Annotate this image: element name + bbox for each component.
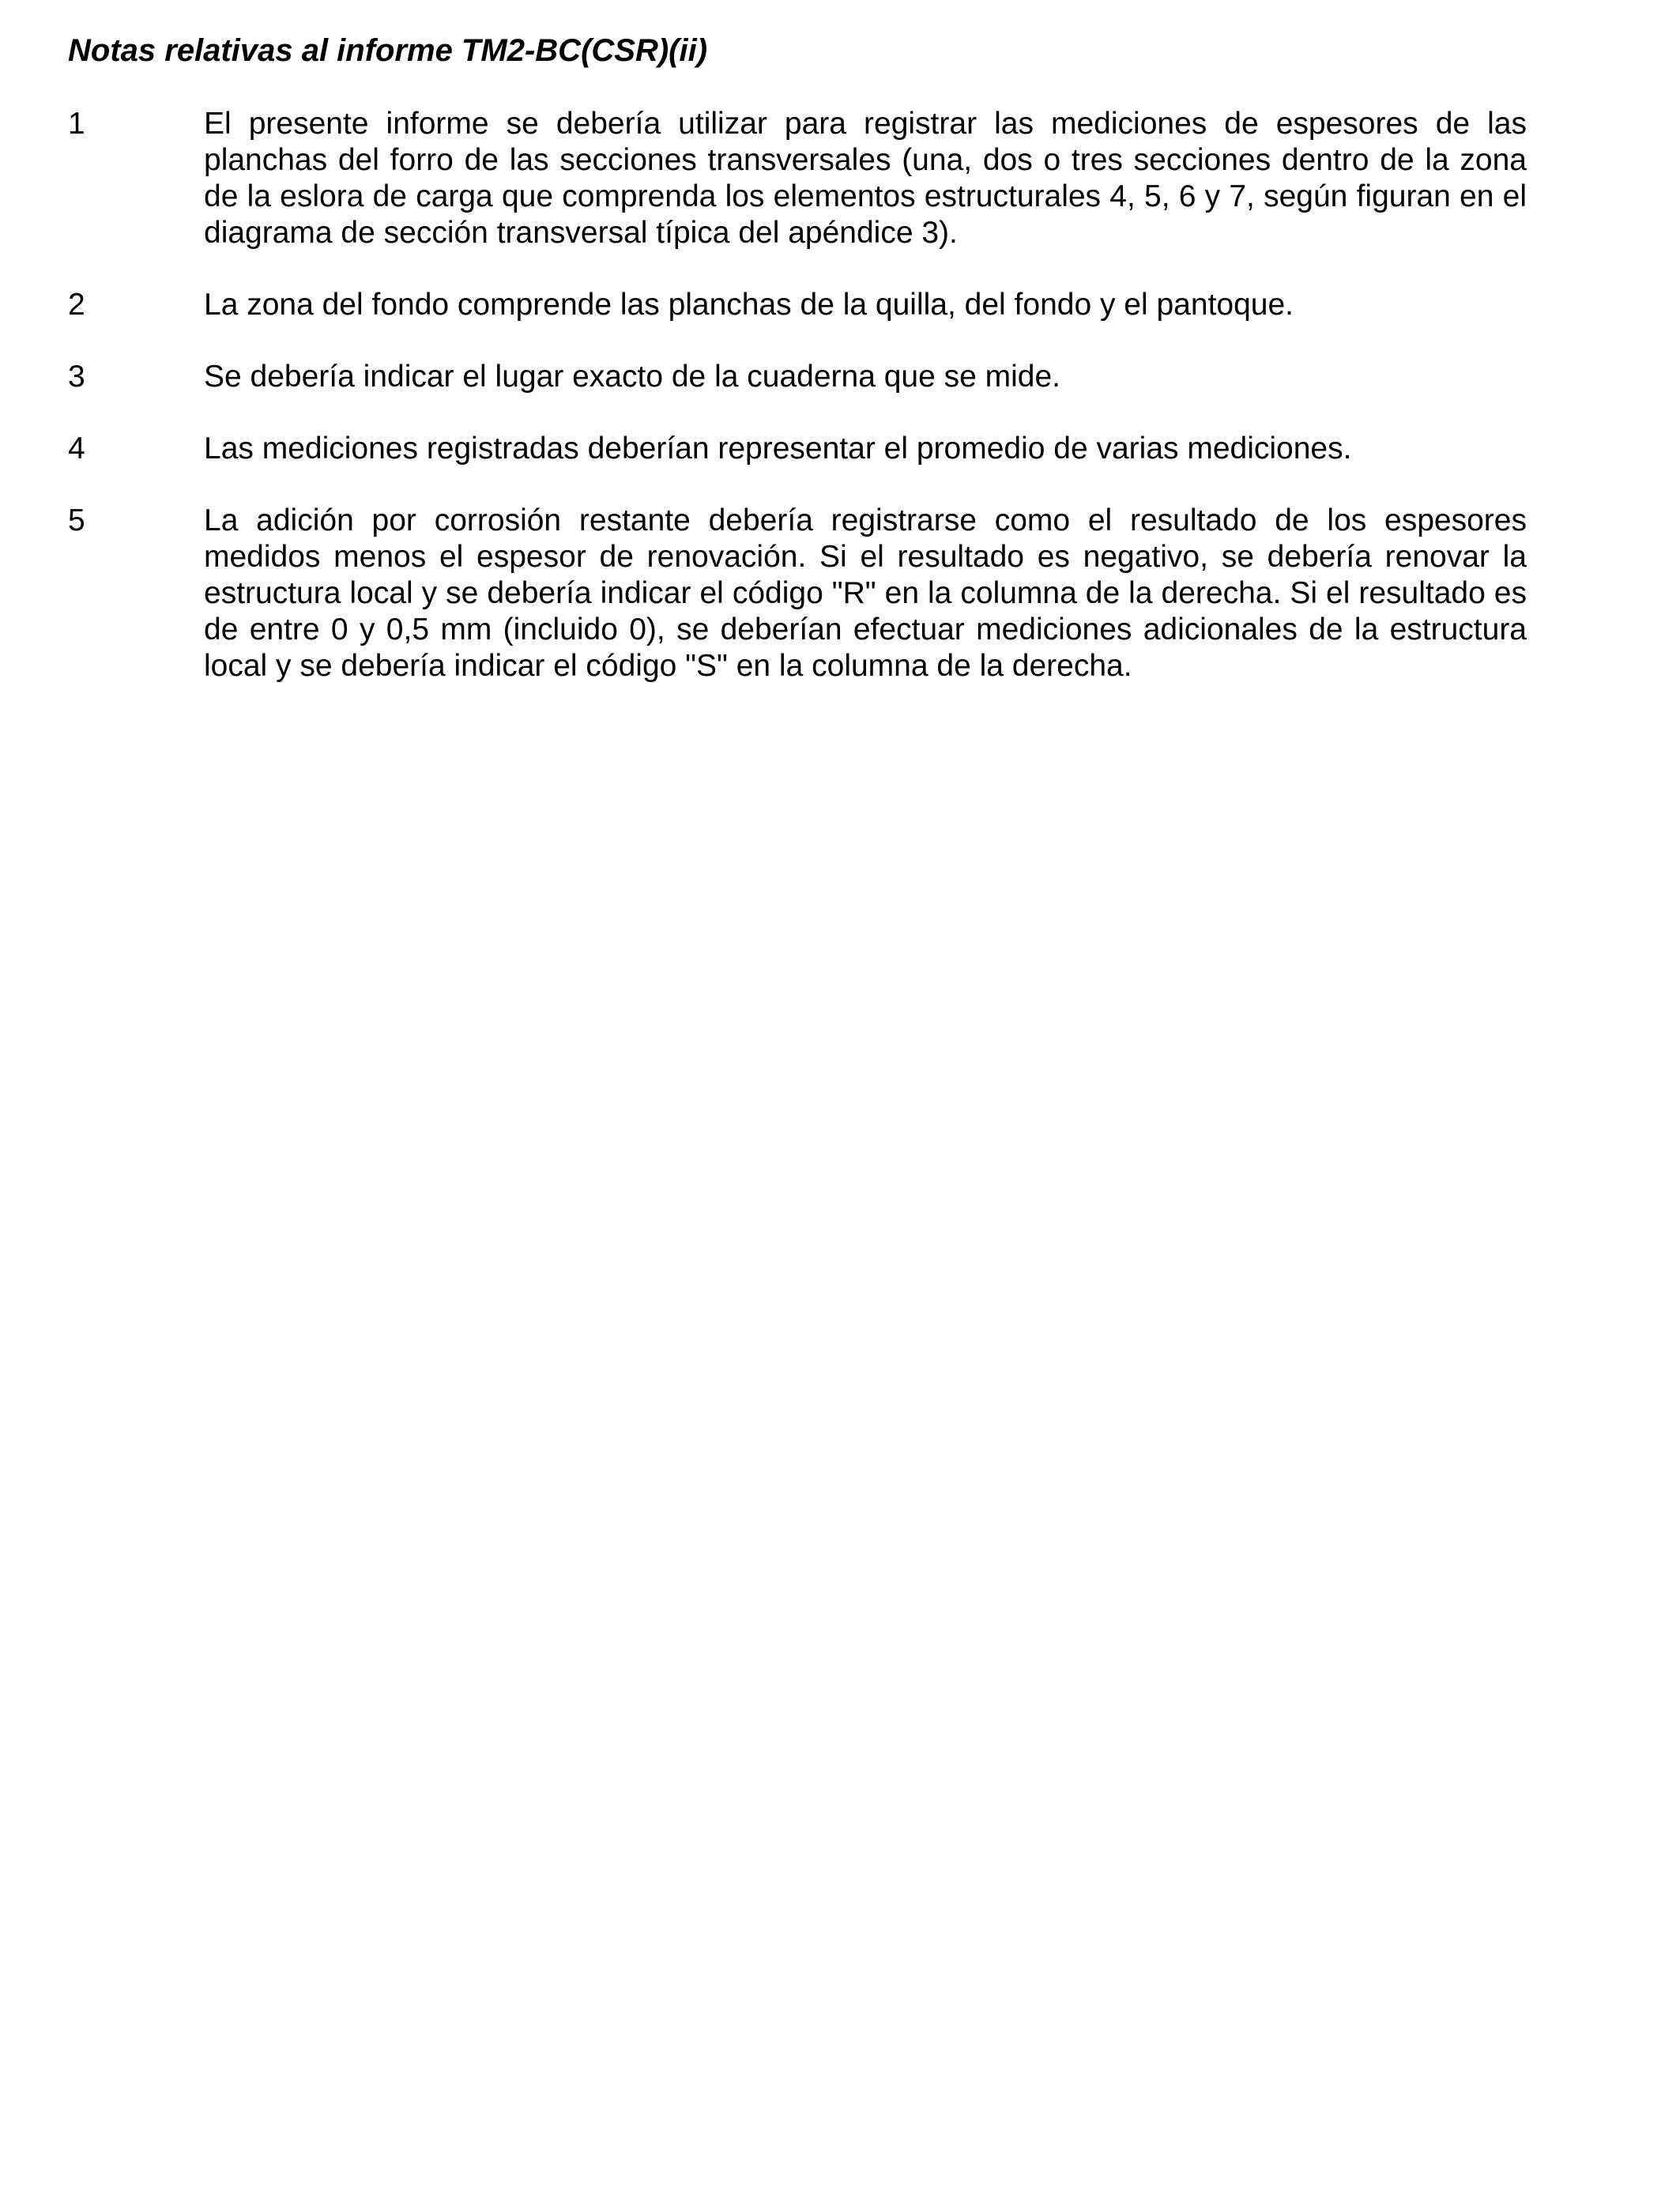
note-item [68, 287, 1527, 323]
note-item [68, 106, 1527, 251]
note-number: 4 [68, 432, 85, 466]
note-number: 1 [68, 107, 85, 141]
note-text: Se debería indicar el lugar exacto de la cuaderna que se mide. [204, 360, 1061, 394]
note-text: Las mediciones registradas deberían representar el promedio de varias mediciones. [204, 432, 1352, 466]
note-number: 5 [68, 503, 85, 537]
note-item [68, 431, 1527, 467]
note-text: La zona del fondo comprende las planchas de la quilla, del fondo y el pantoque. [204, 288, 1294, 322]
note-number: 3 [68, 360, 85, 394]
document-title: Notas relativas al informe TM2-BC(CSR)(ii) [68, 33, 708, 68]
note-item [68, 503, 1527, 684]
note-text: La adición por corrosión restante debería registrarse como el resultado de los espesores medidos menos el espesor de renovación. Si el resultado es negativo, se debería renovar la estructura local y se debería indicar el código "R" en la columna de la derecha. Si el resultado es de entre 0 y 0,5 mm (incluido 0), se deberían efectuar mediciones adicionales de la estructura local y se debería indicar el código "S" en la columna de la derecha. [204, 503, 1527, 683]
note-number: 2 [68, 288, 85, 322]
notes-list [68, 106, 1527, 720]
note-text: El presente informe se debería utilizar para registrar las mediciones de espesores de las planchas del forro de las secciones transversales (una, dos o tres secciones dentro de la zona de la eslora de carga que comprenda los elementos estructurales 4, 5, 6 y 7, según figuran en el diagrama de sección transversal típica del apéndice 3). [204, 107, 1527, 250]
note-item [68, 359, 1527, 395]
